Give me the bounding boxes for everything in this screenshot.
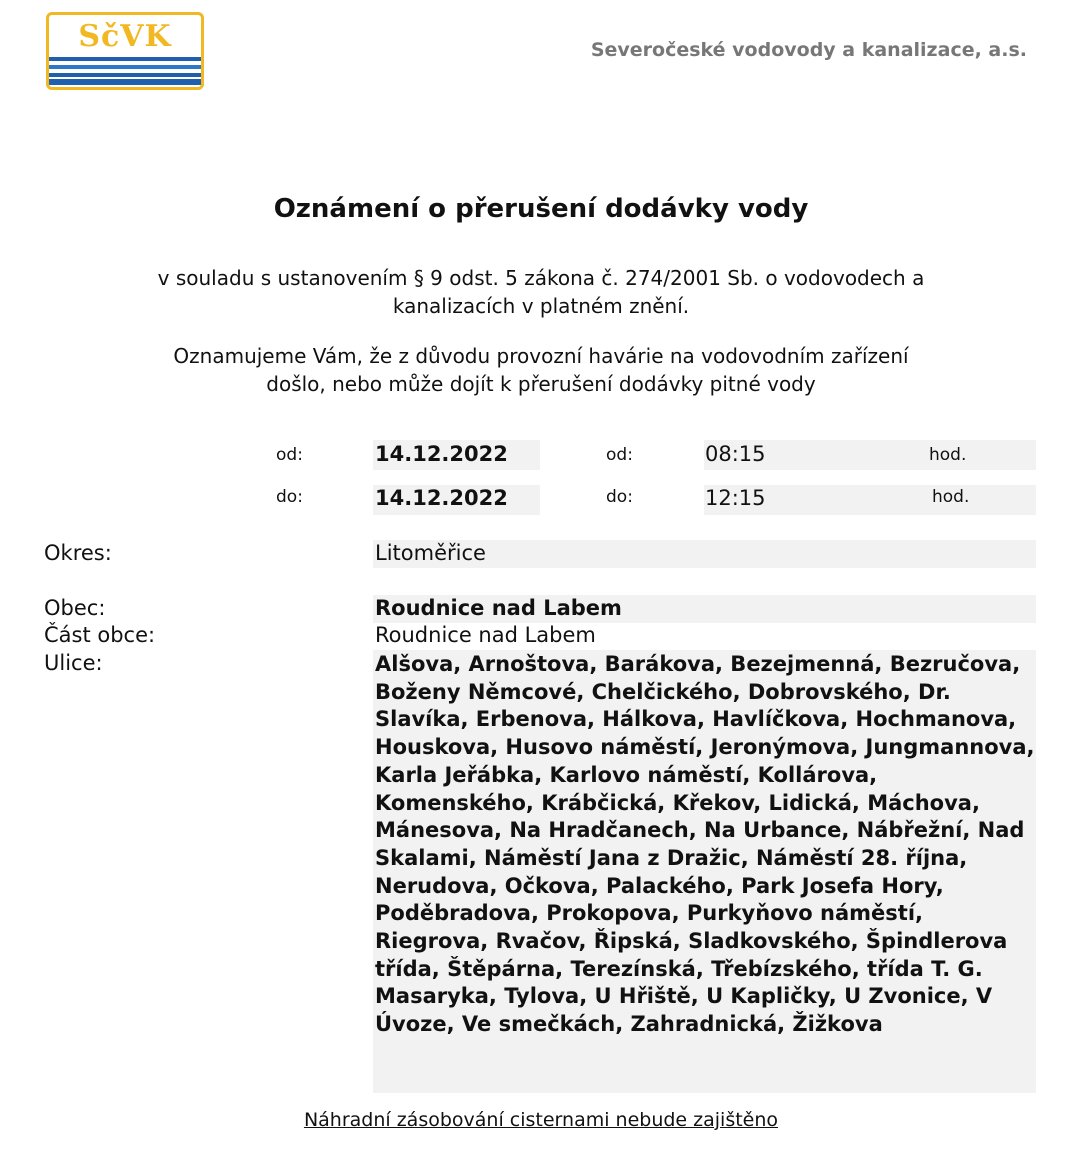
logo-text: SčVK bbox=[78, 19, 172, 54]
to-date-value: 14.12.2022 bbox=[375, 486, 508, 510]
from-time-value: 08:15 bbox=[705, 442, 766, 466]
municipality-label: Obec: bbox=[44, 596, 106, 620]
district-value: Litoměřice bbox=[375, 541, 486, 565]
legal-reference bbox=[0, 264, 1082, 320]
company-logo bbox=[46, 12, 204, 90]
from-date-value: 14.12.2022 bbox=[375, 442, 508, 466]
to-date-label: do: bbox=[276, 487, 303, 507]
from-date-label: od: bbox=[276, 445, 303, 465]
municipality-value: Roudnice nad Labem bbox=[375, 596, 622, 620]
to-time-label: do: bbox=[606, 487, 633, 507]
intro-line-2: došlo, nebo může dojít k přerušení dodávky pitné vody bbox=[266, 372, 816, 396]
streets-list: Alšova, Arnoštova, Barákova, Bezejmenná, Bezručova, Boženy Němcové, Chelčického, Dobrovského, Dr. Slavíka, Erbenova, Hálkova, Havlíčkova, Hochmanova, Houskova, Husovo náměstí, Jeronýmova, Jungmannova, Karla Jeřábka, Karlovo náměstí, Kollárova, Komenského, Krábčická, Křekov, Lidická, Máchova, Mánesova, Na Hradčanech, Na Urbance, Nábřežní, Nad Skalami, Náměstí Jana z Dražic, Náměstí 28. října, Nerudova, Očkova, Palackého, Park Josefa Hory, Poděbradova, Prokopova, Purkyňovo náměstí, Riegrova, Rvačov, Řipská, Sladkovského, Špindlerova třída, Štěpárna, Terezínská, Třebízského, třída T. G. Masaryka, Tylova, U Hřiště, U Kapličky, U Zvonice, V Úvoze, Ve smečkách, Zahradnická, Žižkova bbox=[375, 652, 1035, 1037]
intro-text bbox=[0, 342, 1082, 398]
tanker-supply-note: Náhradní zásobování cisternami nebude zajištěno bbox=[303, 1109, 779, 1131]
municipality-part-value: Roudnice nad Labem bbox=[375, 623, 596, 647]
legal-line-1: v souladu s ustanovením § 9 odst. 5 zákona č. 274/2001 Sb. o vodovodech a bbox=[157, 266, 925, 290]
to-time-value: 12:15 bbox=[705, 486, 766, 510]
district-label: Okres: bbox=[44, 541, 112, 565]
logo-water-stripes bbox=[49, 57, 201, 87]
company-name: Severočeské vodovody a kanalizace, a.s. bbox=[590, 39, 1027, 61]
legal-line-2: kanalizacích v platném znění. bbox=[392, 294, 690, 318]
notice-title: Oznámení o přerušení dodávky vody bbox=[273, 194, 809, 224]
to-hours-unit: hod. bbox=[932, 487, 970, 507]
from-hours-unit: hod. bbox=[929, 445, 967, 465]
streets-label: Ulice: bbox=[44, 651, 103, 675]
intro-line-1: Oznamujeme Vám, že z důvodu provozní havárie na vodovodním zařízení bbox=[173, 344, 909, 368]
municipality-part-label: Část obce: bbox=[44, 623, 156, 647]
from-time-label: od: bbox=[606, 445, 633, 465]
